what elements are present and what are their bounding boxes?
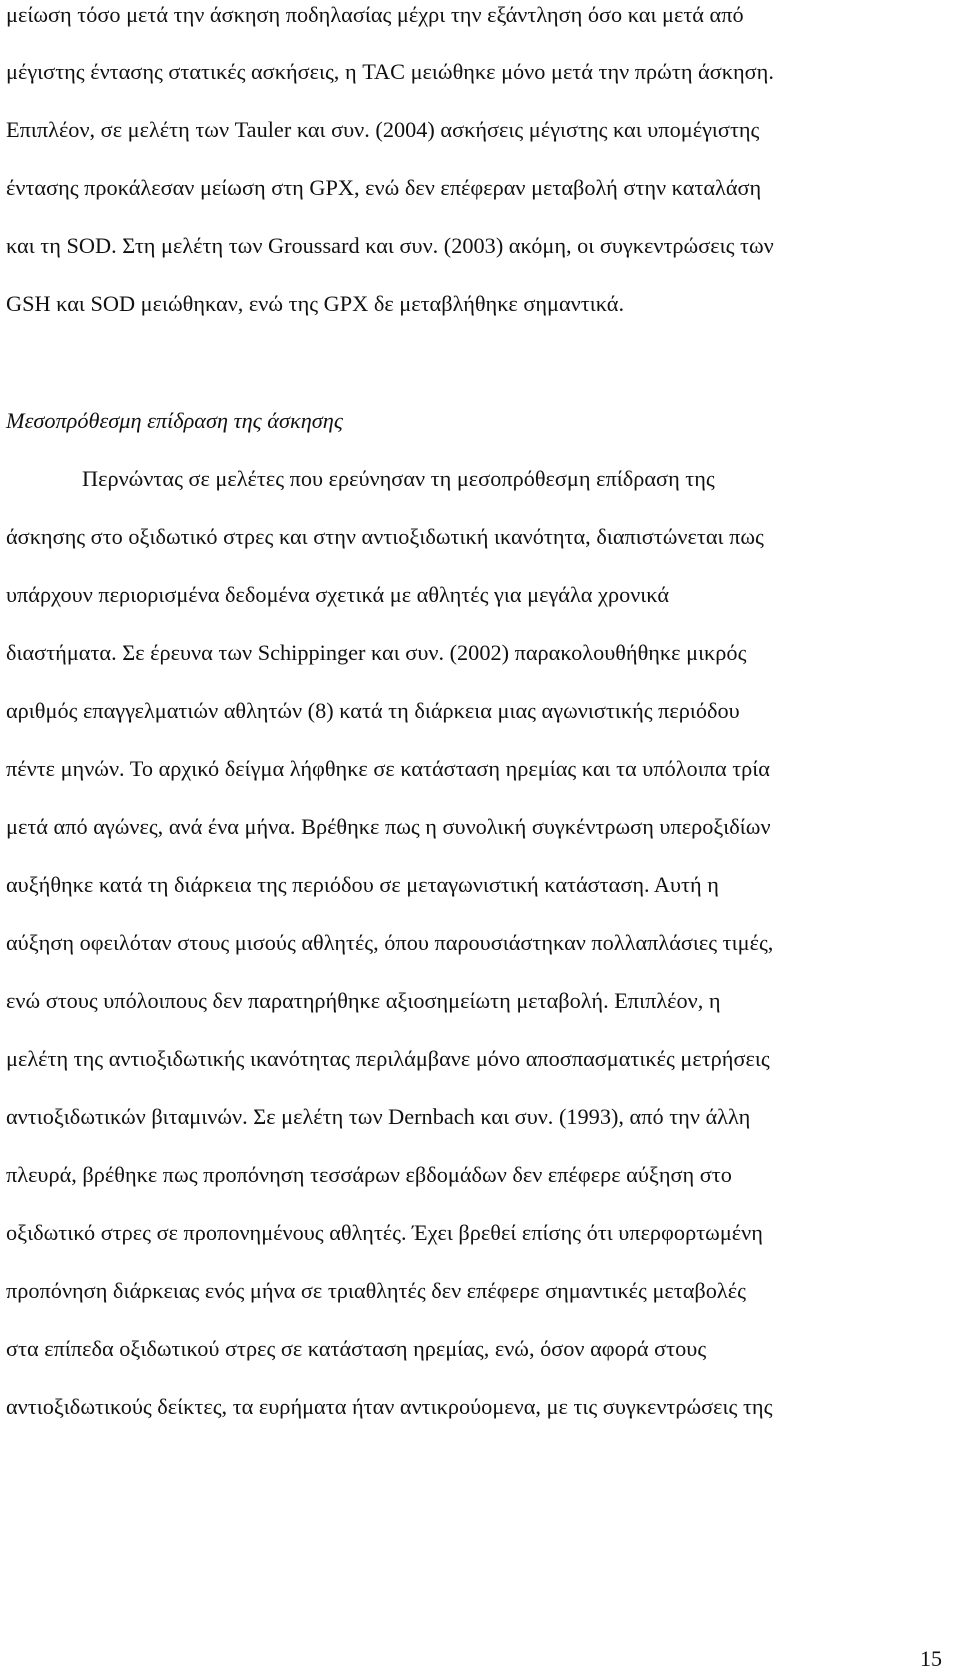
paragraph2-line-8: αυξήθηκε κατά τη διάρκεια της περιόδου σε μεταγωνιστική κατάσταση. Αυτή η xyxy=(6,872,719,897)
paragraph2-line-13: πλευρά, βρέθηκε πως προπόνηση τεσσάρων εβδομάδων δεν επέφερε αύξηση στο xyxy=(6,1162,732,1187)
paragraph2-line-15: προπόνηση διάρκειας ενός μήνα σε τριαθλητές δεν επέφερε σημαντικές μεταβολές xyxy=(6,1278,746,1303)
paragraph2-line-5: αριθμός επαγγελματιών αθλητών (8) κατά τη διάρκεια μιας αγωνιστικής περιόδου xyxy=(6,698,740,723)
paragraph2-line-11: μελέτη της αντιοξιδωτικής ικανότητας περιλάμβανε μόνο αποσπασματικές μετρήσεις xyxy=(6,1046,770,1071)
paragraph2-line-10: ενώ στους υπόλοιπους δεν παρατηρήθηκε αξιοσημείωτη μεταβολή. Επιπλέον, η xyxy=(6,988,721,1013)
page-number: 15 xyxy=(920,1646,942,1671)
paragraph2-line-12: αντιοξιδωτικών βιταμινών. Σε μελέτη των Dernbach και συν. (1993), από την άλλη xyxy=(6,1104,751,1129)
paragraph2-line-6: πέντε μηνών. Το αρχικό δείγμα λήφθηκε σε κατάσταση ηρεμίας και τα υπόλοιπα τρία xyxy=(6,756,770,781)
paragraph1-line-4: έντασης προκάλεσαν μείωση στη GPX, ενώ δεν επέφεραν μεταβολή στην καταλάση xyxy=(6,175,762,200)
paragraph2-line-3: υπάρχουν περιορισμένα δεδομένα σχετικά με αθλητές για μεγάλα χρονικά xyxy=(6,582,670,607)
paragraph2-line-7: μετά από αγώνες, ανά ένα μήνα. Βρέθηκε πως η συνολική συγκέντρωση υπεροξιδίων xyxy=(6,814,771,839)
paragraph2-line-4: διαστήματα. Σε έρευνα των Schippinger και συν. (2002) παρακολουθήθηκε μικρός xyxy=(6,640,747,665)
paragraph2-line-17: αντιοξιδωτικούς δείκτες, τα ευρήματα ήταν αντικρούομενα, με τις συγκεντρώσεις της xyxy=(6,1394,773,1419)
paragraph2-line-16: στα επίπεδα οξιδωτικού στρες σε κατάσταση ηρεμίας, ενώ, όσον αφορά στους xyxy=(6,1336,707,1361)
paragraph2-line-14: οξιδωτικό στρες σε προπονημένους αθλητές. Έχει βρεθεί επίσης ότι υπερφορτωμένη xyxy=(6,1220,763,1245)
paragraph2-line-9: αύξηση οφειλόταν στους μισούς αθλητές, όπου παρουσιάστηκαν πολλαπλάσιες τιμές, xyxy=(6,930,774,955)
paragraph1-line-5: και τη SOD. Στη μελέτη των Groussard και συν. (2003) ακόμη, οι συγκεντρώσεις των xyxy=(6,233,774,258)
paragraph1-line-6: GSH και SOD μειώθηκαν, ενώ της GPX δε μεταβλήθηκε σημαντικά. xyxy=(6,291,625,316)
paragraph1-line-2: μέγιστης έντασης στατικές ασκήσεις, η TAC μειώθηκε μόνο μετά την πρώτη άσκηση. xyxy=(6,59,774,84)
section-heading: Μεσοπρόθεσμη επίδραση της άσκησης xyxy=(6,408,343,433)
paragraph1-line-1: μείωση τόσο μετά την άσκηση ποδηλασίας μέχρι την εξάντληση όσο και μετά από xyxy=(6,2,744,27)
paragraph2-line-1: Περνώντας σε μελέτες που ερεύνησαν τη μεσοπρόθεσμη επίδραση της xyxy=(82,466,715,491)
paragraph1-line-3: Επιπλέον, σε μελέτη των Tauler και συν. (2004) ασκήσεις μέγιστης και υπομέγιστης xyxy=(6,117,760,142)
paragraph2-line-2: άσκησης στο οξιδωτικό στρες και στην αντιοξιδωτική ικανότητα, διαπιστώνεται πως xyxy=(6,524,764,549)
